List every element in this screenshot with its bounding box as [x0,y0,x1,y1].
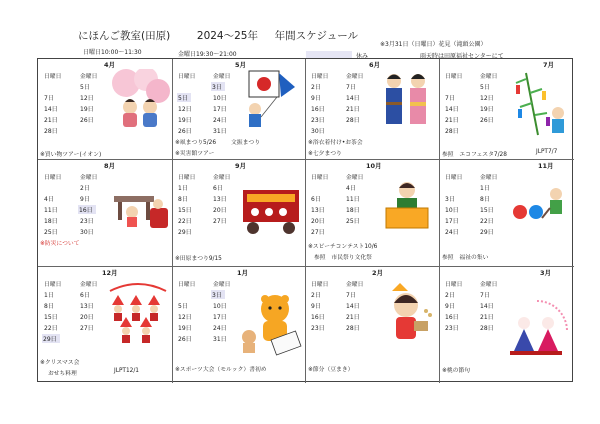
event-note: JLPT7/7 [536,149,558,155]
day: 27日 [80,325,94,332]
day: 31日 [213,128,227,135]
event-note: ※スポーツ大会（モルック）書初め [175,367,267,373]
day: 19日 [480,106,494,113]
day: 19日 [178,117,192,124]
month-title: 2月 [372,269,384,277]
col-friday: 金曜日 [80,74,98,80]
day: 14日 [44,106,58,113]
day: 2日 [445,292,455,299]
col-friday: 金曜日 [213,74,231,80]
month-title: 7月 [543,61,555,69]
day: 20日 [311,218,325,225]
day: 29日 [178,229,192,236]
day: 8日 [480,196,490,203]
col-sunday: 日曜日 [178,74,196,80]
day: 14日 [346,303,360,310]
day: 31日 [213,336,227,343]
day: 1日 [480,185,490,192]
day: 9日 [80,196,90,203]
day: 27日 [213,218,227,225]
col-sunday: 日曜日 [445,175,463,181]
day: 10日 [445,207,459,214]
day-holiday: 16日 [78,205,96,214]
event-note: おせち料理 [48,371,77,377]
rain-note: 雨天時は田原福祉センターにて [420,53,504,60]
yukata-couple-illustration [376,69,436,131]
tiger-calligraphy-illustration [237,291,303,359]
page-title [78,28,358,43]
day: 14日 [346,95,360,102]
hina-dolls-illustration [502,297,572,361]
day: 13日 [213,196,227,203]
day: 2日 [311,84,321,91]
day: 11日 [44,207,58,214]
day: 12日 [178,314,192,321]
day: 17日 [213,314,227,321]
day: 16日 [311,314,325,321]
col-sunday: 日曜日 [311,74,329,80]
day: 9日 [311,303,321,310]
day: 1日 [178,185,188,192]
month-title: 5月 [235,61,247,69]
day: 26日 [80,117,94,124]
disaster-drill-illustration [108,174,170,236]
day: 22日 [44,325,58,332]
day: 9日 [311,95,321,102]
day: 15日 [480,207,494,214]
day: 13日 [311,207,325,214]
setsubun-bean-throwing-illustration [384,281,438,351]
day: 18日 [44,218,58,225]
day-holiday: 5日 [177,93,191,102]
day: 21日 [480,314,494,321]
cherry-blossom-kids-illustration [106,69,170,129]
month-title: 10月 [366,162,382,170]
day: 26日 [178,128,192,135]
sunday-hours: 日曜日10:00～11:30 [83,49,142,56]
day: 4日 [346,185,356,192]
month-cell-oct [306,160,440,267]
day: 10日 [213,303,227,310]
month-cell-mar [440,267,574,383]
day: 4日 [44,196,54,203]
month-cell-may [173,59,306,160]
day: 21日 [346,314,360,321]
day: 15日 [44,314,58,321]
day-holiday: 3日 [211,290,225,299]
col-friday: 金曜日 [80,175,98,181]
event-note: ※クリスマス会 [40,360,80,366]
day: 21日 [445,117,459,124]
day: 24日 [213,117,227,124]
col-friday: 金曜日 [480,282,498,288]
event-note: ※災害館ツアー [175,151,215,157]
day: 29日 [480,229,494,236]
title-right: 年間スケジュール [274,30,359,42]
event-note: 参照 福祉の集い [442,255,489,261]
day: 10日 [213,95,227,102]
day: 25日 [346,218,360,225]
day: 2日 [80,185,90,192]
day: 9日 [445,303,455,310]
col-friday: 金曜日 [346,74,364,80]
col-sunday: 日曜日 [178,282,196,288]
day: 8日 [178,196,188,203]
day: 23日 [311,117,325,124]
day: 30日 [311,128,325,135]
day: 13日 [80,303,94,310]
day: 28日 [346,117,360,124]
month-title: 3月 [540,269,552,277]
day: 18日 [346,207,360,214]
month-title: 1月 [237,269,249,277]
day: 24日 [445,229,459,236]
day: 7日 [346,292,356,299]
day: 28日 [445,128,459,135]
day: 30日 [80,229,94,236]
holiday-legend-swatch [306,51,352,58]
col-sunday: 日曜日 [445,74,463,80]
month-title: 4月 [104,61,116,69]
day: 7日 [480,292,490,299]
day: 26日 [178,336,192,343]
tahara-festival-float-illustration [239,176,303,236]
event-note: 参照 市民祭り文化祭 [314,255,372,261]
month-title: 11月 [538,162,554,170]
col-sunday: 日曜日 [44,175,62,181]
event-note: ※浴衣着付け•お茶会 [308,140,363,146]
col-sunday: 日曜日 [44,74,62,80]
day: 22日 [480,218,494,225]
day: 11日 [346,196,360,203]
day: 14日 [445,106,459,113]
day-holiday: 29日 [42,334,60,343]
day: 3日 [445,196,455,203]
tanabata-bamboo-illustration [508,69,572,139]
day: 16日 [311,106,325,113]
day: 28日 [480,325,494,332]
month-title: 12月 [102,269,118,277]
holiday-legend-label: 休み [356,53,369,60]
day: 6日 [311,196,321,203]
month-cell-jul [440,59,574,160]
col-sunday: 日曜日 [178,175,196,181]
day: 17日 [445,218,459,225]
gateball-illustration [510,182,572,222]
day: 15日 [178,207,192,214]
day-holiday: 3日 [211,82,225,91]
col-friday: 金曜日 [480,74,498,80]
day: 12日 [178,106,192,113]
day: 27日 [311,229,325,236]
day: 7日 [445,95,455,102]
event-note: 文振まつり [231,140,260,146]
month-title: 9月 [235,162,247,170]
day: 25日 [44,229,58,236]
day: 23日 [311,325,325,332]
day: 16日 [445,314,459,321]
day: 5日 [480,84,490,91]
event-note: ※節分（豆まき） [308,367,354,373]
col-sunday: 日曜日 [445,282,463,288]
day: 5日 [80,84,90,91]
title-left: にほんご教室(田原) [78,30,171,42]
day: 6日 [213,185,223,192]
day: 12日 [80,95,94,102]
col-friday: 金曜日 [346,282,364,288]
christmas-choir-illustration [104,277,170,347]
col-friday: 金曜日 [80,282,98,288]
day: 6日 [80,292,90,299]
day: 21日 [346,106,360,113]
col-sunday: 日曜日 [311,282,329,288]
month-cell-feb [306,267,440,383]
event-note: 参照 エコフェスタ7/28 [442,152,507,158]
event-note: ※桃の節句 [442,368,471,374]
day: 23日 [445,325,459,332]
day: 24日 [213,325,227,332]
col-sunday: 日曜日 [44,282,62,288]
event-note: ※買い物ツアー(イオン) [40,152,102,158]
hanami-note: ※3月31日（日曜日）花見（滝頭公園） [380,41,487,48]
day: 1日 [44,292,54,299]
event-note: ※田原まつり9/15 [175,256,222,262]
day: 2日 [311,292,321,299]
day: 26日 [480,117,494,124]
col-sunday: 日曜日 [311,175,329,181]
day: 14日 [480,303,494,310]
day: 20日 [213,207,227,214]
day: 19日 [178,325,192,332]
month-cell-jan [173,267,306,383]
event-note: ※凧まつり5/26 [175,140,217,146]
month-title: 6月 [369,61,381,69]
day: 5日 [178,303,188,310]
day: 8日 [44,303,54,310]
day: 28日 [44,128,58,135]
calendar-grid [37,58,573,382]
month-cell-apr [38,59,173,160]
col-friday: 金曜日 [213,282,231,288]
speech-podium-illustration [378,176,436,234]
day: 20日 [80,314,94,321]
friday-hours: 金曜日19:30～21:00 [178,51,237,58]
event-note: ※スピーチコンテスト10/6 [308,244,378,250]
month-title: 8月 [104,162,116,170]
day: 23日 [80,218,94,225]
day: 12日 [480,95,494,102]
month-cell-nov [440,160,574,267]
day: 28日 [346,325,360,332]
month-cell-jun [306,59,440,160]
day: 19日 [80,106,94,113]
col-friday: 金曜日 [480,175,498,181]
event-note: JLPT12/1 [114,368,139,374]
month-cell-dec [38,267,173,383]
kite-festival-illustration [233,67,303,131]
event-note: ※防災について [40,241,80,247]
title-year: 2024～25年 [196,30,258,42]
col-friday: 金曜日 [213,175,231,181]
col-friday: 金曜日 [346,175,364,181]
day: 7日 [346,84,356,91]
month-cell-sep [173,160,306,267]
day: 22日 [178,218,192,225]
event-note: ※七夕まつり [308,151,342,157]
day: 7日 [44,95,54,102]
day: 21日 [44,117,58,124]
month-cell-aug [38,160,173,267]
day: 17日 [213,106,227,113]
